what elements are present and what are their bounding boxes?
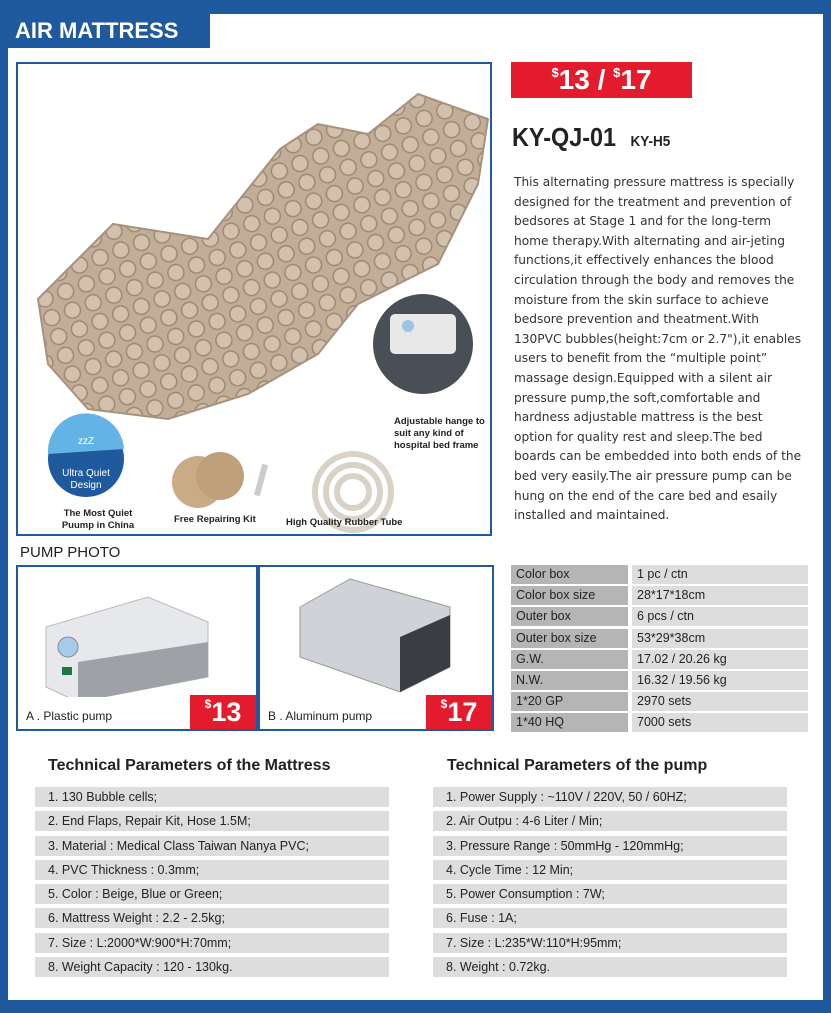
model-number: KY-QJ-01 KY-H5 bbox=[512, 122, 671, 152]
table-row bbox=[511, 713, 808, 734]
list-item: 4. Cycle Time : 12 Min; bbox=[433, 860, 787, 880]
list-item: 5. Color : Beige, Blue or Green; bbox=[35, 884, 389, 904]
table-row bbox=[511, 586, 808, 607]
list-item: 2. Air Outpu : 4-6 Liter / Min; bbox=[433, 811, 787, 831]
list-item: 1. 130 Bubble cells; bbox=[35, 787, 389, 807]
spec-key: Color box bbox=[511, 565, 628, 584]
pump-photo-heading: PUMP PHOTO bbox=[20, 544, 121, 561]
list-item: 2. End Flaps, Repair Kit, Hose 1.5M; bbox=[35, 811, 389, 831]
spec-value: 17.02 / 20.26 kg bbox=[632, 650, 808, 669]
spec-key: Outer box size bbox=[511, 629, 628, 648]
mattress-image bbox=[18, 64, 490, 534]
svg-text:zzZ: zzZ bbox=[77, 436, 95, 447]
table-row bbox=[511, 565, 808, 586]
hange-caption: Adjustable hange to suit any kind of hospital bed frame bbox=[394, 416, 485, 451]
pump-on-bed-image bbox=[373, 294, 473, 394]
repair-caption: Free Repairing Kit bbox=[174, 514, 256, 525]
mattress-params-heading: Technical Parameters of the Mattress bbox=[48, 757, 331, 774]
pump-label: B . Aluminum pump bbox=[268, 709, 373, 723]
spec-value: 16.32 / 19.56 kg bbox=[632, 671, 808, 690]
product-image-panel bbox=[16, 62, 492, 536]
list-item: 3. Material : Medical Class Taiwan Nanya PVC; bbox=[35, 836, 389, 856]
ultra-quiet-badge bbox=[48, 413, 124, 497]
pump-label: A . Plastic pump bbox=[26, 709, 113, 723]
plastic-pump-image bbox=[18, 567, 256, 697]
svg-text:Ultra Quiet: Ultra Quiet bbox=[62, 468, 110, 479]
section-title: AIR MATTRESS bbox=[8, 14, 210, 48]
repair-kit-image bbox=[172, 452, 268, 508]
list-item: 8. Weight Capacity : 120 - 130kg. bbox=[35, 957, 389, 977]
list-item: 6. Fuse : 1A; bbox=[433, 908, 787, 928]
list-item: 7. Size : L:2000*W:900*H:70mm; bbox=[35, 933, 389, 953]
spec-value: 28*17*18cm bbox=[632, 586, 808, 605]
pump-card-plastic bbox=[16, 565, 258, 731]
spec-value: 6 pcs / ctn bbox=[632, 607, 808, 626]
pump-price: $17 bbox=[426, 695, 492, 729]
product-description: This alternating pressure mattress is specially designed for the treatment and prevention of bedsores at Stage 1 and for the long-term home therapy.With alternating and air-jeting functions,it effectively enhances the blood circulation through the body and removes the moisture from the skin surface to achieve bedsore prevention and theatment.With 130PVC bubbles(height:7cm or 2.7"),it enables users to benefit from the “multiple point” massage design.Equipped with a silent air pressure pump,the soft,comfortable and hardness adjustable mattress is the best option for quality rest and sleep.The bed boards can be embedded into both ends of the bed very easily.The air pressure pump can be hung on the end of the care bed and esaily installed and maintained. bbox=[514, 175, 802, 523]
spec-key: 1*40 HQ bbox=[511, 713, 628, 732]
spec-value: 2970 sets bbox=[632, 692, 808, 711]
svg-text:Design: Design bbox=[70, 480, 102, 491]
tube-caption: High Quality Rubber Tube bbox=[286, 517, 403, 528]
spec-value: 7000 sets bbox=[632, 713, 808, 732]
spec-value: 1 pc / ctn bbox=[632, 565, 808, 584]
price-badge: $13 / $17 bbox=[511, 62, 692, 98]
table-row bbox=[511, 629, 808, 650]
list-item: 8. Weight : 0.72kg. bbox=[433, 957, 787, 977]
mattress-params-list bbox=[35, 787, 389, 981]
pump-price: $13 bbox=[190, 695, 256, 729]
catalog-page bbox=[8, 14, 823, 1000]
pump-params-heading: Technical Parameters of the pump bbox=[447, 757, 708, 774]
list-item: 7. Size : L:235*W:110*H:95mm; bbox=[433, 933, 787, 953]
aluminum-pump-image bbox=[260, 567, 492, 697]
table-row bbox=[511, 607, 808, 628]
quiet-caption: The Most Quiet Puump in China bbox=[61, 508, 135, 531]
pump-params-list bbox=[433, 787, 787, 981]
list-item: 3. Pressure Range : 50mmHg - 120mmHg; bbox=[433, 836, 787, 856]
spec-key: G.W. bbox=[511, 650, 628, 669]
spec-key: N.W. bbox=[511, 671, 628, 690]
list-item: 4. PVC Thickness : 0.3mm; bbox=[35, 860, 389, 880]
table-row bbox=[511, 671, 808, 692]
list-item: 5. Power Consumption : 7W; bbox=[433, 884, 787, 904]
list-item: 6. Mattress Weight : 2.2 - 2.5kg; bbox=[35, 908, 389, 928]
spec-key: Color box size bbox=[511, 586, 628, 605]
table-row bbox=[511, 692, 808, 713]
packing-spec-table bbox=[511, 565, 808, 735]
table-row bbox=[511, 650, 808, 671]
list-item: 1. Power Supply : ~110V / 220V, 50 / 60HZ; bbox=[433, 787, 787, 807]
spec-key: 1*20 GP bbox=[511, 692, 628, 711]
spec-value: 53*29*38cm bbox=[632, 629, 808, 648]
spec-key: Outer box bbox=[511, 607, 628, 626]
pump-card-aluminum bbox=[258, 565, 494, 731]
